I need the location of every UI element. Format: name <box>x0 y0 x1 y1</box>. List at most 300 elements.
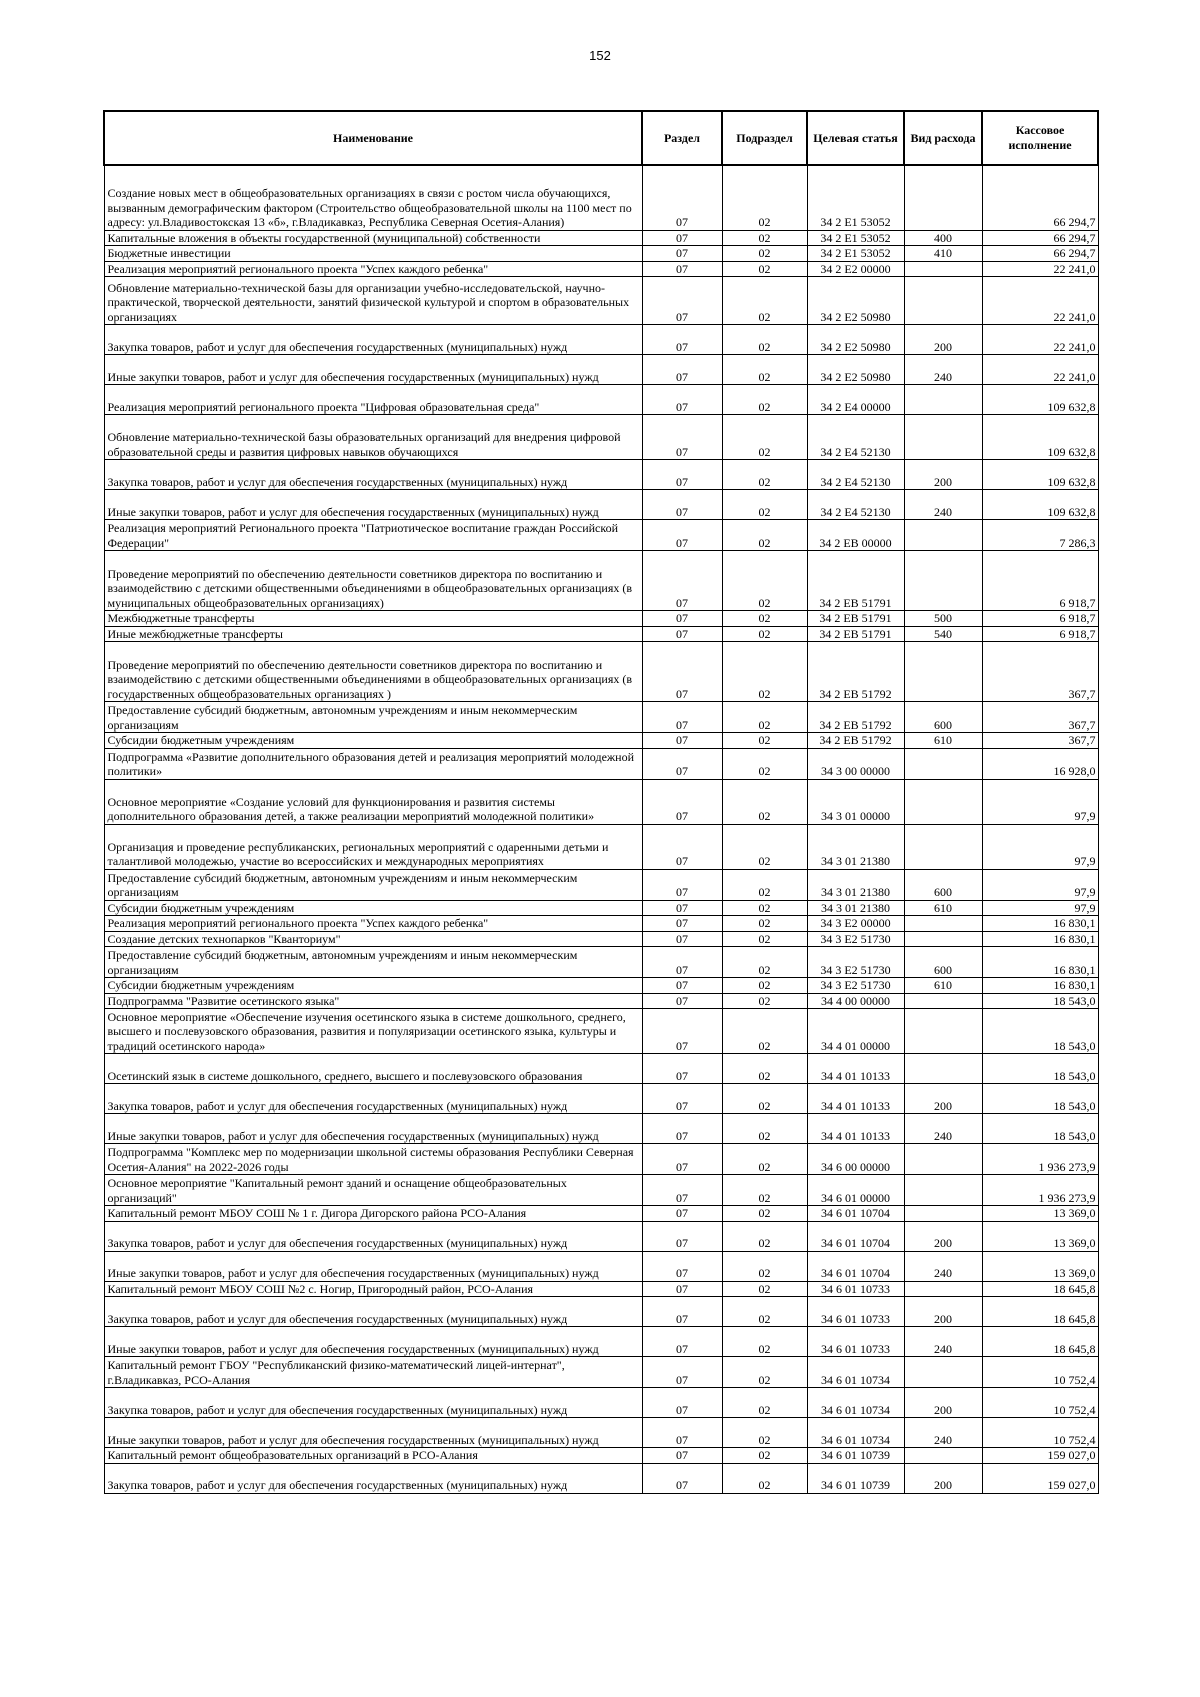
table-row <box>104 415 1098 460</box>
cell-expense-type <box>904 277 982 325</box>
table-row <box>104 733 1098 749</box>
table-row <box>104 230 1098 246</box>
cell-target: 34 2 E4 52130 <box>807 460 904 490</box>
cell-target: 34 4 01 10133 <box>807 1114 904 1144</box>
table-row <box>104 611 1098 627</box>
cell-amount: 16 830,1 <box>982 931 1098 947</box>
cell-amount: 16 928,0 <box>982 748 1098 779</box>
cell-name: Реализация мероприятий регионального проекта "Цифровая образовательная среда" <box>104 385 642 415</box>
table-row <box>104 779 1098 824</box>
cell-amount: 367,7 <box>982 642 1098 702</box>
cell-amount: 109 632,8 <box>982 415 1098 460</box>
page-number: 152 <box>589 48 611 63</box>
cell-subsection: 02 <box>722 1114 807 1144</box>
table-row <box>104 1114 1098 1144</box>
cell-name: Подпрограмма "Комплекс мер по модернизации школьной системы образования Республики Северная Осетия-Алания" на 2022-2026 годы <box>104 1144 642 1175</box>
cell-amount: 18 645,8 <box>982 1281 1098 1297</box>
cell-amount: 22 241,0 <box>982 325 1098 355</box>
table-row <box>104 869 1098 900</box>
cell-subsection: 02 <box>722 551 807 611</box>
cell-expense-type: 400 <box>904 230 982 246</box>
cell-section: 07 <box>642 1221 722 1251</box>
cell-target: 34 6 01 10704 <box>807 1221 904 1251</box>
cell-name: Предоставление субсидий бюджетным, автономным учреждениям и иным некоммерческим организациям <box>104 869 642 900</box>
cell-target: 34 2 E2 00000 <box>807 261 904 277</box>
cell-subsection: 02 <box>722 1144 807 1175</box>
cell-target: 34 2 EB 51792 <box>807 702 904 733</box>
cell-target: 34 2 EB 00000 <box>807 520 904 551</box>
cell-subsection: 02 <box>722 947 807 978</box>
cell-name: Закупка товаров, работ и услуг для обеспечения государственных (муниципальных) нужд <box>104 460 642 490</box>
cell-amount: 367,7 <box>982 733 1098 749</box>
table-row <box>104 748 1098 779</box>
cell-target: 34 3 E2 51730 <box>807 947 904 978</box>
cell-amount: 22 241,0 <box>982 355 1098 385</box>
cell-subsection: 02 <box>722 1251 807 1281</box>
cell-subsection: 02 <box>722 1206 807 1222</box>
cell-expense-type: 600 <box>904 702 982 733</box>
cell-name: Закупка товаров, работ и услуг для обеспечения государственных (муниципальных) нужд <box>104 1221 642 1251</box>
table-row <box>104 626 1098 642</box>
table-row <box>104 385 1098 415</box>
cell-name: Создание новых мест в общеобразовательных организациях в связи с ростом числа обучающихся, вызванным демографическим фактором (Строительство общеобразовательной школы на 1100 мест по адресу: ул.Владивостокская 13 «б», г.Владикавказ, Республика Северная Осетия-Алания) <box>104 165 642 230</box>
cell-expense-type <box>904 1175 982 1206</box>
cell-subsection: 02 <box>722 900 807 916</box>
cell-section: 07 <box>642 1297 722 1327</box>
cell-subsection: 02 <box>722 733 807 749</box>
cell-expense-type: 200 <box>904 1084 982 1114</box>
cell-section: 07 <box>642 1114 722 1144</box>
cell-amount: 18 543,0 <box>982 1084 1098 1114</box>
cell-section: 07 <box>642 1206 722 1222</box>
header-subsection: Подраздел <box>722 111 807 165</box>
cell-expense-type: 410 <box>904 246 982 262</box>
cell-target: 34 4 01 10133 <box>807 1084 904 1114</box>
cell-name: Закупка товаров, работ и услуг для обеспечения государственных (муниципальных) нужд <box>104 1084 642 1114</box>
cell-target: 34 6 01 10733 <box>807 1327 904 1357</box>
cell-subsection: 02 <box>722 246 807 262</box>
cell-name: Организация и проведение республиканских, региональных мероприятий с одаренными детьми и талантливой молодежью, участие во всероссийских и международных мероприятиях <box>104 824 642 869</box>
cell-section: 07 <box>642 1418 722 1448</box>
table-row <box>104 978 1098 994</box>
table-row <box>104 1297 1098 1327</box>
cell-expense-type: 240 <box>904 1251 982 1281</box>
cell-target: 34 6 01 10734 <box>807 1388 904 1418</box>
cell-amount: 13 369,0 <box>982 1251 1098 1281</box>
cell-target: 34 3 E2 51730 <box>807 931 904 947</box>
cell-subsection: 02 <box>722 490 807 520</box>
cell-section: 07 <box>642 1463 722 1493</box>
cell-section: 07 <box>642 702 722 733</box>
cell-name: Иные закупки товаров, работ и услуг для обеспечения государственных (муниципальных) нужд <box>104 1418 642 1448</box>
cell-expense-type: 200 <box>904 1388 982 1418</box>
cell-section: 07 <box>642 993 722 1009</box>
cell-target: 34 2 E2 50980 <box>807 355 904 385</box>
cell-subsection: 02 <box>722 1448 807 1464</box>
cell-amount: 16 830,1 <box>982 947 1098 978</box>
cell-section: 07 <box>642 900 722 916</box>
cell-expense-type: 200 <box>904 325 982 355</box>
cell-expense-type <box>904 1144 982 1175</box>
table-row <box>104 1206 1098 1222</box>
cell-expense-type: 200 <box>904 1463 982 1493</box>
cell-name: Капитальный ремонт МБОУ СОШ № 1 г. Дигора Дигорского района РСО-Алания <box>104 1206 642 1222</box>
cell-amount: 18 645,8 <box>982 1327 1098 1357</box>
cell-section: 07 <box>642 460 722 490</box>
cell-section: 07 <box>642 931 722 947</box>
cell-target: 34 2 E2 50980 <box>807 325 904 355</box>
cell-amount: 7 286,3 <box>982 520 1098 551</box>
cell-expense-type: 200 <box>904 1221 982 1251</box>
cell-section: 07 <box>642 1388 722 1418</box>
table-row <box>104 1009 1098 1054</box>
cell-expense-type: 240 <box>904 1418 982 1448</box>
cell-target: 34 6 01 00000 <box>807 1175 904 1206</box>
cell-target: 34 6 01 10734 <box>807 1418 904 1448</box>
cell-subsection: 02 <box>722 978 807 994</box>
cell-name: Осетинский язык в системе дошкольного, среднего, высшего и послевузовского образования <box>104 1054 642 1084</box>
cell-section: 07 <box>642 1175 722 1206</box>
cell-target: 34 3 E2 00000 <box>807 916 904 932</box>
cell-amount: 18 543,0 <box>982 1054 1098 1084</box>
table-row <box>104 1448 1098 1464</box>
cell-amount: 18 543,0 <box>982 993 1098 1009</box>
cell-target: 34 6 01 10739 <box>807 1448 904 1464</box>
table-row <box>104 1144 1098 1175</box>
cell-subsection: 02 <box>722 1084 807 1114</box>
cell-target: 34 6 00 00000 <box>807 1144 904 1175</box>
cell-target: 34 6 01 10733 <box>807 1297 904 1327</box>
cell-expense-type <box>904 931 982 947</box>
table-row <box>104 355 1098 385</box>
cell-name: Капитальный ремонт ГБОУ "Республиканский физико-математический лицей-интернат", г.Владикавказ, РСО-Алания <box>104 1357 642 1388</box>
cell-section: 07 <box>642 385 722 415</box>
cell-amount: 13 369,0 <box>982 1206 1098 1222</box>
cell-name: Межбюджетные трансферты <box>104 611 642 627</box>
table-row <box>104 165 1098 230</box>
cell-target: 34 4 00 00000 <box>807 993 904 1009</box>
cell-subsection: 02 <box>722 415 807 460</box>
table-row <box>104 1251 1098 1281</box>
cell-expense-type: 610 <box>904 733 982 749</box>
cell-target: 34 3 01 00000 <box>807 779 904 824</box>
cell-amount: 97,9 <box>982 779 1098 824</box>
cell-amount: 367,7 <box>982 702 1098 733</box>
cell-name: Закупка товаров, работ и услуг для обеспечения государственных (муниципальных) нужд <box>104 1388 642 1418</box>
cell-target: 34 2 EB 51792 <box>807 642 904 702</box>
cell-amount: 18 543,0 <box>982 1114 1098 1144</box>
cell-expense-type: 200 <box>904 1297 982 1327</box>
cell-amount: 109 632,8 <box>982 385 1098 415</box>
cell-expense-type: 600 <box>904 947 982 978</box>
cell-subsection: 02 <box>722 748 807 779</box>
table-header-row <box>104 111 1098 165</box>
table-row <box>104 931 1098 947</box>
cell-section: 07 <box>642 1251 722 1281</box>
cell-name: Обновление материально-технической базы для организации учебно-исследовательской, научно-практической, творческой деятельности, занятий физической культурой и спортом в образовательных организациях <box>104 277 642 325</box>
cell-amount: 6 918,7 <box>982 611 1098 627</box>
table-row <box>104 460 1098 490</box>
cell-target: 34 2 E2 50980 <box>807 277 904 325</box>
table-row <box>104 993 1098 1009</box>
cell-section: 07 <box>642 1327 722 1357</box>
cell-name: Предоставление субсидий бюджетным, автономным учреждениям и иным некоммерческим организациям <box>104 947 642 978</box>
cell-subsection: 02 <box>722 993 807 1009</box>
cell-section: 07 <box>642 916 722 932</box>
cell-name: Обновление материально-технической базы образовательных организаций для внедрения цифровой образовательной среды и развития цифровых навыков обучающихся <box>104 415 642 460</box>
table-row <box>104 551 1098 611</box>
cell-section: 07 <box>642 355 722 385</box>
table-row <box>104 900 1098 916</box>
cell-amount: 10 752,4 <box>982 1388 1098 1418</box>
table-row <box>104 947 1098 978</box>
header-section: Раздел <box>642 111 722 165</box>
cell-amount: 66 294,7 <box>982 165 1098 230</box>
cell-expense-type: 240 <box>904 1114 982 1144</box>
header-name: Наименование <box>104 111 642 165</box>
cell-name: Создание детских технопарков "Кванториум" <box>104 931 642 947</box>
cell-amount: 1 936 273,9 <box>982 1175 1098 1206</box>
cell-expense-type <box>904 1206 982 1222</box>
cell-subsection: 02 <box>722 1418 807 1448</box>
cell-name: Иные межбюджетные трансферты <box>104 626 642 642</box>
cell-subsection: 02 <box>722 824 807 869</box>
cell-name: Предоставление субсидий бюджетным, автономным учреждениям и иным некоммерческим организациям <box>104 702 642 733</box>
cell-section: 07 <box>642 1357 722 1388</box>
table-row <box>104 824 1098 869</box>
table-row <box>104 1418 1098 1448</box>
cell-amount: 16 830,1 <box>982 978 1098 994</box>
cell-section: 07 <box>642 415 722 460</box>
cell-subsection: 02 <box>722 702 807 733</box>
cell-subsection: 02 <box>722 1357 807 1388</box>
cell-expense-type: 240 <box>904 355 982 385</box>
cell-expense-type: 240 <box>904 1327 982 1357</box>
cell-expense-type <box>904 551 982 611</box>
table-row <box>104 1357 1098 1388</box>
cell-name: Реализация мероприятий регионального проекта "Успех каждого ребенка" <box>104 261 642 277</box>
cell-amount: 159 027,0 <box>982 1448 1098 1464</box>
table-row <box>104 246 1098 262</box>
cell-section: 07 <box>642 1084 722 1114</box>
table-row <box>104 1221 1098 1251</box>
cell-section: 07 <box>642 165 722 230</box>
cell-target: 34 3 E2 51730 <box>807 978 904 994</box>
cell-target: 34 6 01 10734 <box>807 1357 904 1388</box>
cell-target: 34 3 00 00000 <box>807 748 904 779</box>
header-cash: Кассовое исполнение <box>982 111 1098 165</box>
budget-table <box>103 110 1099 1494</box>
cell-section: 07 <box>642 869 722 900</box>
cell-section: 07 <box>642 626 722 642</box>
cell-section: 07 <box>642 230 722 246</box>
cell-name: Реализация мероприятий Регионального проекта "Патриотическое воспитание граждан Российской Федерации" <box>104 520 642 551</box>
cell-expense-type <box>904 993 982 1009</box>
cell-name: Капитальный ремонт МБОУ СОШ №2 с. Ногир, Пригородный район, РСО-Алания <box>104 1281 642 1297</box>
cell-expense-type: 240 <box>904 490 982 520</box>
cell-section: 07 <box>642 733 722 749</box>
cell-subsection: 02 <box>722 277 807 325</box>
cell-subsection: 02 <box>722 325 807 355</box>
cell-expense-type <box>904 385 982 415</box>
cell-subsection: 02 <box>722 1009 807 1054</box>
cell-amount: 10 752,4 <box>982 1357 1098 1388</box>
cell-subsection: 02 <box>722 460 807 490</box>
cell-section: 07 <box>642 1448 722 1464</box>
cell-subsection: 02 <box>722 1388 807 1418</box>
cell-name: Иные закупки товаров, работ и услуг для обеспечения государственных (муниципальных) нужд <box>104 1251 642 1281</box>
cell-section: 07 <box>642 520 722 551</box>
cell-amount: 22 241,0 <box>982 261 1098 277</box>
cell-expense-type <box>904 642 982 702</box>
cell-amount: 109 632,8 <box>982 490 1098 520</box>
cell-section: 07 <box>642 779 722 824</box>
cell-amount: 10 752,4 <box>982 1418 1098 1448</box>
cell-amount: 159 027,0 <box>982 1463 1098 1493</box>
cell-subsection: 02 <box>722 1297 807 1327</box>
cell-target: 34 4 01 10133 <box>807 1054 904 1084</box>
cell-expense-type <box>904 748 982 779</box>
cell-subsection: 02 <box>722 1327 807 1357</box>
cell-target: 34 2 E1 53052 <box>807 230 904 246</box>
cell-expense-type <box>904 1009 982 1054</box>
cell-target: 34 2 EB 51791 <box>807 611 904 627</box>
cell-amount: 6 918,7 <box>982 551 1098 611</box>
cell-expense-type <box>904 1357 982 1388</box>
cell-name: Закупка товаров, работ и услуг для обеспечения государственных (муниципальных) нужд <box>104 1297 642 1327</box>
cell-target: 34 6 01 10739 <box>807 1463 904 1493</box>
cell-subsection: 02 <box>722 1054 807 1084</box>
cell-target: 34 2 E1 53052 <box>807 165 904 230</box>
cell-section: 07 <box>642 277 722 325</box>
cell-expense-type: 600 <box>904 869 982 900</box>
cell-target: 34 3 01 21380 <box>807 824 904 869</box>
cell-amount: 97,9 <box>982 824 1098 869</box>
cell-section: 07 <box>642 1009 722 1054</box>
cell-expense-type: 610 <box>904 900 982 916</box>
cell-subsection: 02 <box>722 1463 807 1493</box>
cell-name: Субсидии бюджетным учреждениям <box>104 978 642 994</box>
cell-subsection: 02 <box>722 230 807 246</box>
table-row <box>104 1084 1098 1114</box>
cell-section: 07 <box>642 1054 722 1084</box>
cell-subsection: 02 <box>722 385 807 415</box>
cell-name: Закупка товаров, работ и услуг для обеспечения государственных (муниципальных) нужд <box>104 1463 642 1493</box>
cell-subsection: 02 <box>722 355 807 385</box>
cell-section: 07 <box>642 978 722 994</box>
cell-expense-type <box>904 415 982 460</box>
cell-subsection: 02 <box>722 520 807 551</box>
cell-name: Реализация мероприятий регионального проекта "Успех каждого ребенка" <box>104 916 642 932</box>
cell-subsection: 02 <box>722 916 807 932</box>
table-row <box>104 1463 1098 1493</box>
cell-target: 34 2 E4 00000 <box>807 385 904 415</box>
cell-amount: 16 830,1 <box>982 916 1098 932</box>
cell-name: Субсидии бюджетным учреждениям <box>104 733 642 749</box>
cell-subsection: 02 <box>722 626 807 642</box>
cell-target: 34 6 01 10704 <box>807 1251 904 1281</box>
cell-target: 34 2 EB 51792 <box>807 733 904 749</box>
cell-subsection: 02 <box>722 642 807 702</box>
cell-target: 34 6 01 10733 <box>807 1281 904 1297</box>
cell-amount: 18 645,8 <box>982 1297 1098 1327</box>
cell-expense-type: 200 <box>904 460 982 490</box>
cell-expense-type: 500 <box>904 611 982 627</box>
cell-section: 07 <box>642 611 722 627</box>
cell-amount: 22 241,0 <box>982 277 1098 325</box>
cell-target: 34 4 01 00000 <box>807 1009 904 1054</box>
cell-amount: 6 918,7 <box>982 626 1098 642</box>
cell-section: 07 <box>642 642 722 702</box>
cell-expense-type <box>904 1281 982 1297</box>
cell-amount: 18 543,0 <box>982 1009 1098 1054</box>
cell-amount: 1 936 273,9 <box>982 1144 1098 1175</box>
table-row <box>104 702 1098 733</box>
cell-subsection: 02 <box>722 611 807 627</box>
cell-subsection: 02 <box>722 1175 807 1206</box>
cell-expense-type <box>904 824 982 869</box>
cell-subsection: 02 <box>722 1281 807 1297</box>
table-row <box>104 916 1098 932</box>
cell-section: 07 <box>642 947 722 978</box>
cell-target: 34 3 01 21380 <box>807 869 904 900</box>
cell-amount: 97,9 <box>982 869 1098 900</box>
cell-amount: 97,9 <box>982 900 1098 916</box>
cell-section: 07 <box>642 824 722 869</box>
cell-name: Капитальный ремонт общеобразовательных организаций в РСО-Алания <box>104 1448 642 1464</box>
cell-section: 07 <box>642 1144 722 1175</box>
cell-subsection: 02 <box>722 1221 807 1251</box>
cell-expense-type <box>904 520 982 551</box>
header-expense-type: Вид расхода <box>904 111 982 165</box>
cell-expense-type <box>904 1448 982 1464</box>
cell-section: 07 <box>642 261 722 277</box>
cell-amount: 66 294,7 <box>982 230 1098 246</box>
cell-name: Основное мероприятие "Капитальный ремонт зданий и оснащение общеобразовательных организаций" <box>104 1175 642 1206</box>
cell-name: Иные закупки товаров, работ и услуг для обеспечения государственных (муниципальных) нужд <box>104 355 642 385</box>
cell-expense-type <box>904 1054 982 1084</box>
cell-expense-type <box>904 779 982 824</box>
cell-name: Проведение мероприятий по обеспечению деятельности советников директора по воспитанию и взаимодействию с детскими общественными объединениями в общеобразовательных организациях (в государственных общеобразовательных организациях ) <box>104 642 642 702</box>
table-row <box>104 642 1098 702</box>
cell-section: 07 <box>642 490 722 520</box>
cell-expense-type <box>904 261 982 277</box>
cell-target: 34 2 E4 52130 <box>807 415 904 460</box>
cell-target: 34 2 E1 53052 <box>807 246 904 262</box>
cell-target: 34 2 E4 52130 <box>807 490 904 520</box>
table-row <box>104 520 1098 551</box>
cell-name: Подпрограмма "Развитие осетинского языка" <box>104 993 642 1009</box>
table-row <box>104 1388 1098 1418</box>
cell-name: Основное мероприятие «Создание условий для функционирования и развития системы дополнительного образования детей, а также реализации мероприятий молодежной политики» <box>104 779 642 824</box>
table-row <box>104 1175 1098 1206</box>
cell-expense-type <box>904 165 982 230</box>
cell-expense-type: 540 <box>904 626 982 642</box>
cell-target: 34 2 EB 51791 <box>807 626 904 642</box>
cell-expense-type: 610 <box>904 978 982 994</box>
cell-section: 07 <box>642 551 722 611</box>
cell-subsection: 02 <box>722 779 807 824</box>
table-row <box>104 1281 1098 1297</box>
cell-name: Закупка товаров, работ и услуг для обеспечения государственных (муниципальных) нужд <box>104 325 642 355</box>
table-row <box>104 1327 1098 1357</box>
cell-name: Подпрограмма «Развитие дополнительного образования детей и реализация мероприятий молодежной политики» <box>104 748 642 779</box>
cell-target: 34 2 EB 51791 <box>807 551 904 611</box>
table-row <box>104 1054 1098 1084</box>
cell-name: Капитальные вложения в объекты государственной (муниципальной) собственности <box>104 230 642 246</box>
table-row <box>104 261 1098 277</box>
cell-name: Иные закупки товаров, работ и услуг для обеспечения государственных (муниципальных) нужд <box>104 1327 642 1357</box>
